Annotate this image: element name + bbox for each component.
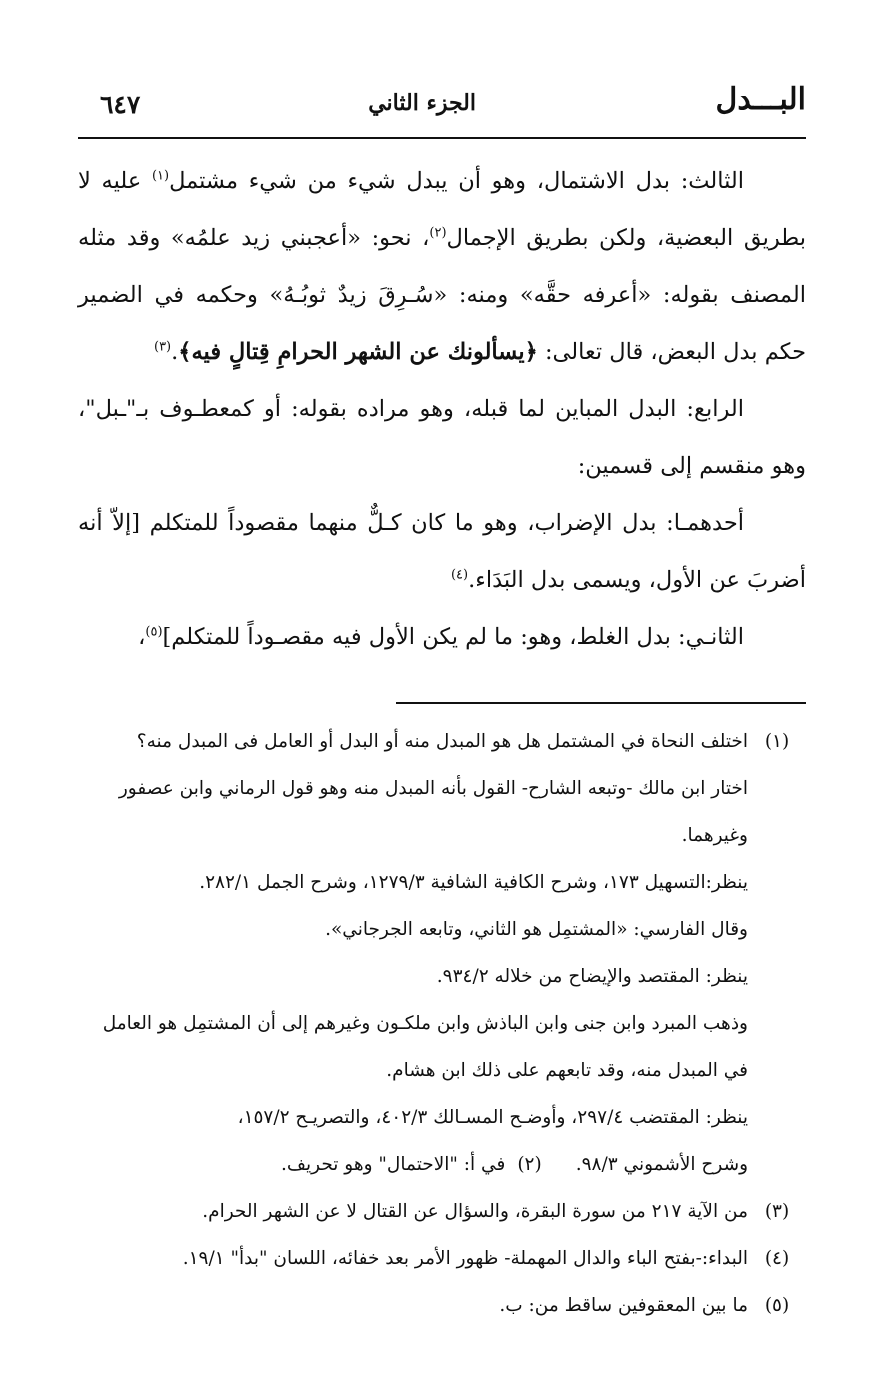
running-header	[78, 60, 806, 138]
main-text	[78, 153, 806, 666]
paragraph-idrab: أحدهمـا: بدل الإضراب، وهو ما كان كـلٌّ منهما مقصوداً للمتكلم [إلاّ أنه أضربَ عن الأول، ويسمى بدل البَدَاء.$^{(٤)}$	[78, 510, 806, 593]
header-rule	[78, 137, 806, 139]
footnote-line: اختلف النحاة في المشتمل هل هو المبدل منه أو البدل أو العامل فى المبدل منه؟	[136, 731, 748, 752]
footnote-number: (٥)	[764, 1295, 790, 1316]
footnotes	[78, 718, 806, 1329]
quran-verse: ﴿يسألونك عن الشهر الحرامِ قِتالٍ فيه﴾	[178, 339, 538, 365]
page-number: ٦٤٧	[100, 90, 141, 119]
volume-label: الجزء الثاني	[368, 90, 476, 116]
footnote-number: (٢)	[517, 1154, 542, 1175]
footnote-line: ينظر: المقتصد والإيضاح من خلاله ٩٣٤/٢.	[436, 966, 748, 987]
footnote-line: ينظر: المقتضب ٢٩٧/٤، وأوضـح المسـالك ٤٠٢/٣، والتصريـح ١٥٧/٢،	[237, 1107, 748, 1128]
footnote-line: وذهب المبرد وابن جنى وابن الباذش وابن ملكـون وغيرهم إلى أن المشتمِل هو العامل في المبدل منه، وقد تابعهم على ذلك ابن هشام.	[102, 1013, 748, 1081]
footnote-body: البداء:-بفتح الباء والدال المهملة- ظهور الأمر بعد خفائه، اللسان "بدأ" ١٩/١.	[182, 1248, 748, 1269]
footnote-line: وقال الفارسي: «المشتمِل هو الثاني، وتابعه الجرجاني».	[325, 919, 748, 940]
footnote-2-body: في أ: "الاحتمال" وهو تحريف.	[280, 1154, 506, 1175]
footnote-body: من الآية ٢١٧ من سورة البقرة، والسؤال عن القتال لا عن الشهر الحرام.	[202, 1201, 748, 1222]
paragraph-ghalat: الثانـي: بدل الغلط، وهو: ما لم يكن الأول فيه مقصـوداً للمتكلم]$^{(٥)}$،	[138, 624, 744, 650]
chapter-title: البـــدل	[715, 82, 806, 117]
footnote-line: ينظر:التسهيل ١٧٣، وشرح الكافية الشافية ١٢٧٩/٣، وشرح الجمل ٢٨٢/١.	[199, 872, 748, 893]
footnote-number: (١)	[764, 731, 790, 752]
footnote-ref-3[interactable]: (٣)	[153, 339, 172, 355]
footnote-number: (٣)	[764, 1201, 790, 1222]
book-page	[78, 60, 806, 1329]
footnote-line: وشرح الأشموني ٩٨/٣.(٢)في أ: "الاحتمال" وهو تحريف.	[78, 1141, 748, 1188]
footnote-number: (٤)	[764, 1248, 790, 1269]
footnote-4	[78, 1235, 806, 1282]
footnote-line: اختار ابن مالك -وتبعه الشارح- القول بأنه المبدل منه وهو قول الرماني وابن عصفور وغيرهما.	[118, 778, 748, 846]
paragraph-fourth-type: الرابع: البدل المباين لما قبله، وهو مراده بقوله: أو كمعطـوف بـ"ـبل"، وهو منقسم إلى قسمين:	[78, 396, 806, 479]
footnote-separator	[396, 702, 806, 704]
paragraph-third-type: الثالث: بدل الاشتمال، وهو أن يبدل شيء من شيء مشتمل$^{(١)}$ عليه لا بطريق البعضية، ولكن بطريق الإجمال$^{(٢)}$، نحو: «أعجبني زيد علمُه» وقد مثله المصنف بقوله: «أعرفه حقَّه» ومنه: «سُـرِقَ زيدٌ ثوبُـهُ» وحكمه في الضمير حكم بدل البعض، قال تعالى: ﴿يسألونك عن الشهر الحرامِ قِتالٍ فيه﴾.$^{(٣)}$	[78, 168, 806, 365]
footnote-ref-1[interactable]: (١)	[151, 168, 170, 184]
footnote-5	[78, 1282, 806, 1329]
footnote-1	[78, 718, 806, 1188]
footnote-body: ما بين المعقوفين ساقط من: ب.	[499, 1295, 748, 1316]
footnote-ref-5[interactable]: (٥)	[145, 624, 163, 640]
footnote-3	[78, 1188, 806, 1235]
footnote-body	[78, 718, 748, 1188]
footnote-ref-2[interactable]: (٢)	[429, 225, 447, 241]
footnote-ref-4[interactable]: (٤)	[450, 567, 469, 583]
